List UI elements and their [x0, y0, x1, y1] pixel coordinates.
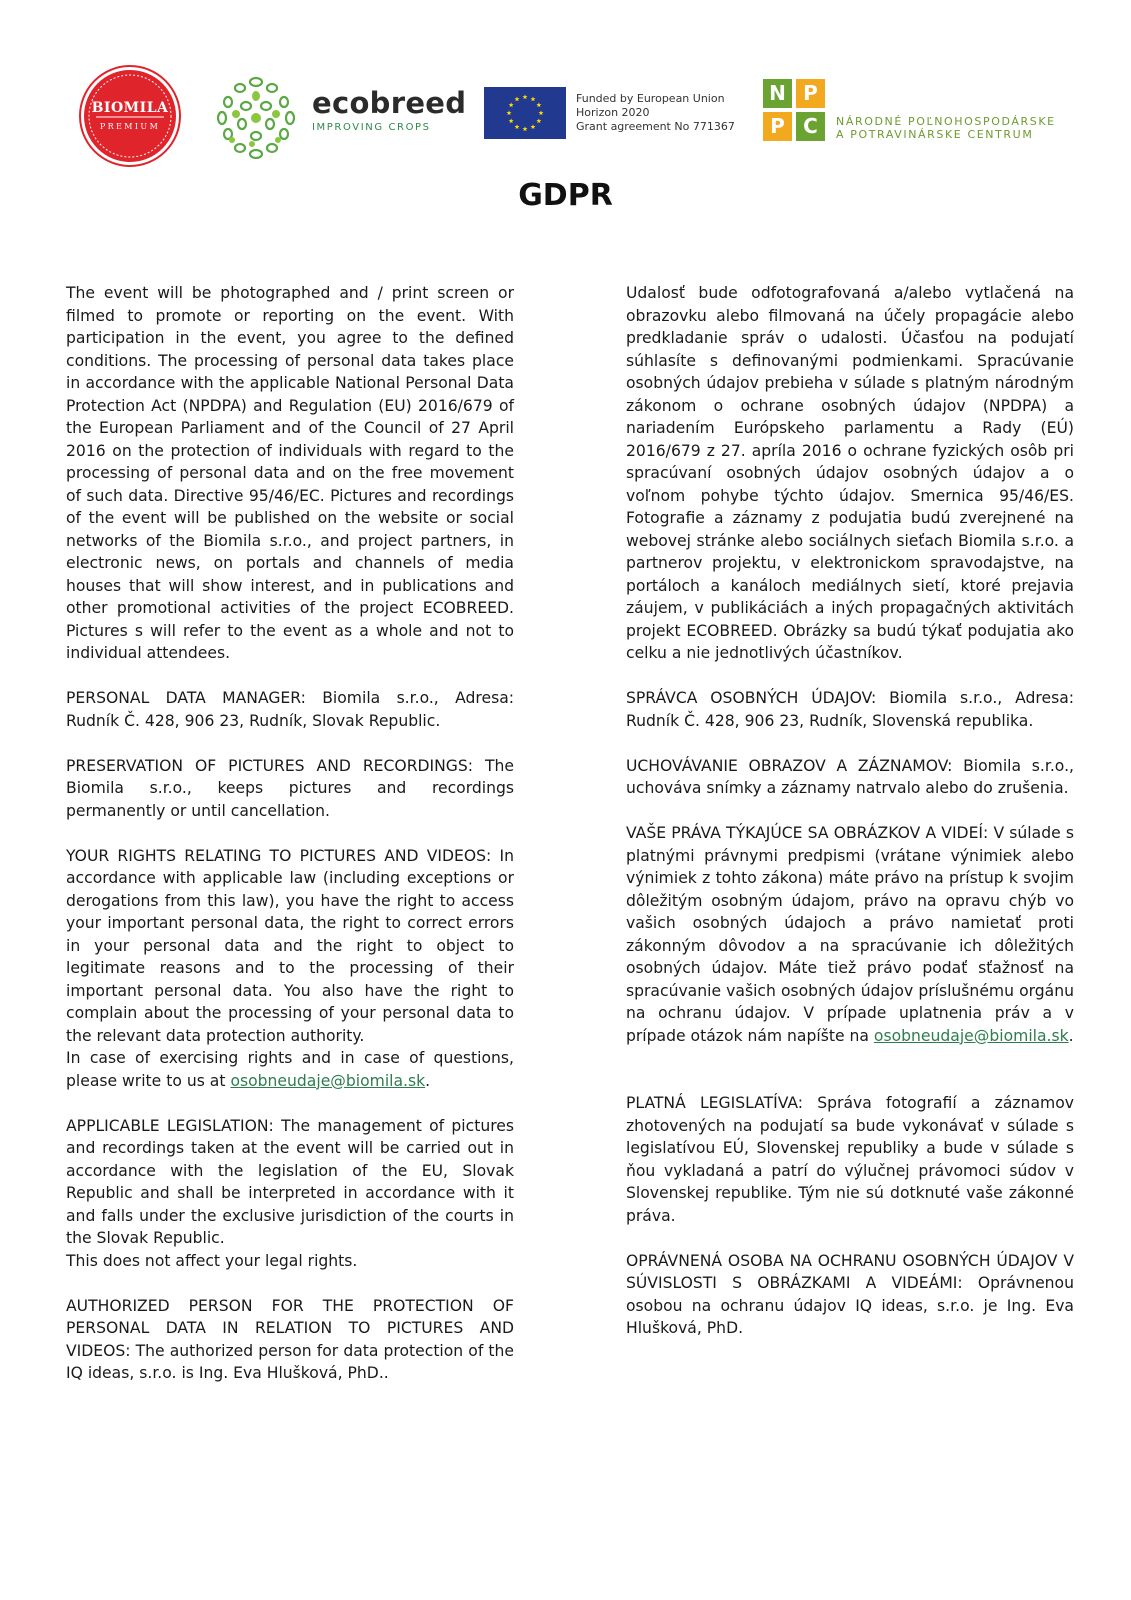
- eu-line-1: Funded by European Union: [576, 92, 725, 105]
- nppc-cell-n: N: [763, 79, 792, 108]
- email-link-sk[interactable]: osobneudaje@biomila.sk: [873, 1026, 1069, 1045]
- ecobreed-tagline: IMPROVING CROPS: [312, 122, 431, 133]
- slovak-column: [626, 282, 1074, 1340]
- ecobreed-wordmark: [312, 86, 472, 133]
- rights-sk: VAŠE PRÁVA TÝKAJÚCE SA OBRÁZKOV A VIDEÍ: V súlade s platnými právnymi predpismi (vrátane výnimiek alebo výnimiek z tohto zákona) máte právo na prístup k svojim dôležitým osobným údajom, právo na opravu chýb vo vašich osobných údajoch a právo namietať proti zákonným dôvodov a na spracúvanie ich dôležitých osobných údajov. Máte tiež právo podať sťažnosť na spracúvanie vašich osobných údajov príslušnému orgánu na ochranu údajov. V prípade uplatnenia práv a v prípade otázok nám napíšte na osobneudaje@biomila.sk.: [626, 824, 1074, 1045]
- biomila-seal-icon: [78, 64, 182, 168]
- rights-contact-text-en: In case of exercising rights and in case of questions, please write to us at: [66, 1049, 514, 1090]
- legislation-en: APPLICABLE LEGISLATION: The management of pictures and recordings taken at the event will be carried out in accordance with the legislation of the EU, Slovak Republic and shall be interpreted in accordance with it and falls under the exclusive jurisdiction of the courts in the Slovak Republic.: [66, 1116, 514, 1247]
- email-link-en[interactable]: osobneudaje@biomila.sk: [230, 1071, 426, 1090]
- biomila-sub: PREMIUM: [99, 122, 161, 131]
- rights-text-sk: VAŠE PRÁVA TÝKAJÚCE SA OBRÁZKOV A VIDEÍ: V súlade s platnými právnymi predpismi (vrátane výnimiek alebo výnimiek z tohto zákona) máte právo na prístup k svojim dôležitým osobným údajom, právo na opravu chýb vo vašich osobných údajoch a právo namietať proti zákonným dôvodov a na spracúvanie ich dôležitých osobných údajov. Máte tiež právo podať sťažnosť na spracúvanie vašich osobných údajov príslušnému orgánu na ochranu údajov. V prípade uplatnenia práv a v prípade otázok nám napíšte na: [626, 824, 1074, 1045]
- biomila-name: BIOMILA: [91, 100, 169, 116]
- nppc-cell-c: C: [796, 112, 825, 141]
- legislation-sk: PLATNÁ LEGISLATÍVA: Správa fotografií a záznamov zhotovených na podujatí sa bude vykonávať v súlade s legislatívou EÚ, Slovenskej republiky a bude v súlade s ňou vykladaná a patrí do výlučnej právomoci súdov v Slovenskej republike. Tým nie sú dotknuté vaše zákonné práva.: [626, 1094, 1074, 1225]
- intro-paragraph-en: The event will be photographed and / print screen or filmed to promote or reporting on the event. With participation in the event, you agree to the defined conditions. The processing of personal data takes place in accordance with the applicable National Personal Data Protection Act (NPDPA) and Regulation (EU) 2016/679 of the European Parliament and of the Council of 27 April 2016 on the protection of individuals with regard to the processing of personal data and on the free movement of such data. Directive 95/46/EC. Pictures and recordings of the event will be published on the website or social networks of the Biomila s.r.o., and project partners, in electronic news, on portals and channels of media houses that will show interest, and in publications and other promotional activities of the project ECOBREED. Pictures s will refer to the event as a whole and not to individual attendees.: [66, 284, 514, 662]
- ecobreed-mark: [212, 74, 300, 162]
- authorized-person-sk: OPRÁVNENÁ OSOBA NA OCHRANU OSOBNÝCH ÚDAJOV V SÚVISLOSTI S OBRÁZKAMI A VIDEÁMI: Oprávnenou osobou na ochranu údajov IQ ideas, s.r.o. je Ing. Eva Hlušková, PhD.: [626, 1251, 1074, 1337]
- authorized-person-en: AUTHORIZED PERSON FOR THE PROTECTION OF PERSONAL DATA IN RELATION TO PICTURES AND VIDEOS: The authorized person for data protection of the IQ ideas, s.r.o. is Ing. Eva Hlušková, PhD..: [66, 1296, 514, 1382]
- nppc-line-2: A POTRAVINÁRSKE CENTRUM: [836, 128, 1034, 141]
- preservation-sk: UCHOVÁVANIE OBRAZOV A ZÁZNAMOV: Biomila s.r.o., uchováva snímky a záznamy natrvalo alebo do zrušenia.: [626, 756, 1074, 797]
- data-manager-sk: SPRÁVCA OSOBNÝCH ÚDAJOV: Biomila s.r.o., Adresa: Rudník Č. 428, 906 23, Rudník, Slovenská republika.: [626, 689, 1074, 730]
- legislation-note-en: This does not affect your legal rights.: [66, 1251, 358, 1270]
- eu-line-3: Grant agreement No 771367: [576, 120, 735, 133]
- eu-funding-text: [576, 92, 746, 134]
- eu-line-2: Horizon 2020: [576, 106, 650, 119]
- intro-paragraph-sk: Udalosť bude odfotografovaná a/alebo vytlačená na obrazovku alebo filmovaná na účely propagácie alebo predkladanie správ o udalosti. Účasťou na podujatí súhlasíte s definovanými podmienkami. Spracúvanie osobných údajov prebieha v súlade s platným národným zákonom o ochrane osobných údajov (NPDPA) a nariadením Európskeho parlamentu a Rady (EÚ) 2016/679 z 27. apríla 2016 o ochrane fyzických osôb pri spracúvaní osobných údajov osobných údajov a o voľnom pohybe týchto údajov. Smernica 95/46/ES. Fotografie a záznamy z podujatia budú zverejnené na webovej stránke alebo sociálnych sieťach Biomila s.r.o. a partnerov projektu, v elektronickom spravodajstve, na portáloch a kanáloch mediálnych sietí, ktoré prejavia záujem, v publikáciách a iných propagačných aktivitách projekt ECOBREED. Obrázky sa budú týkať podujatia ako celku a nie jednotlivých účastníkov.: [626, 284, 1074, 662]
- nppc-name: [836, 115, 1096, 141]
- eu-flag: [484, 87, 566, 139]
- data-manager-en: PERSONAL DATA MANAGER: Biomila s.r.o., Adresa: Rudník Č. 428, 906 23, Rudník, Slovak Republic.: [66, 689, 514, 730]
- rights-en: YOUR RIGHTS RELATING TO PICTURES AND VIDEOS: In accordance with applicable law (including exceptions or derogations from this law), you have the right to access your important personal data, the right to correct errors in your personal data and the right to object to legitimate reasons and to the processing of their important personal data. You also have the right to complain about the processing of your personal data to the relevant data protection authority.: [66, 846, 514, 1045]
- logo-bar: [0, 0, 1131, 180]
- ecobreed-name: ecobreed: [312, 86, 467, 120]
- biomila-logo: [78, 64, 182, 168]
- rights-contact-en: In case of exercising rights and in case of questions, please write to us at osobneudaje@biomila.sk.: [66, 1049, 514, 1090]
- nppc-line-1: NÁRODNÉ POĽNOHOSPODÁRSKE: [836, 115, 1056, 128]
- eu-flag-icon: [484, 87, 566, 139]
- english-column: [66, 282, 514, 1385]
- nppc-cell-p1: P: [796, 79, 825, 108]
- page-title: GDPR: [518, 178, 613, 213]
- nppc-cell-p2: P: [763, 112, 792, 141]
- nppc-logo-grid: [763, 79, 825, 141]
- leaf-cluster-icon: [212, 74, 300, 162]
- preservation-en: PRESERVATION OF PICTURES AND RECORDINGS: The Biomila s.r.o., keeps pictures and recordings permanently or until cancellation.: [66, 756, 514, 820]
